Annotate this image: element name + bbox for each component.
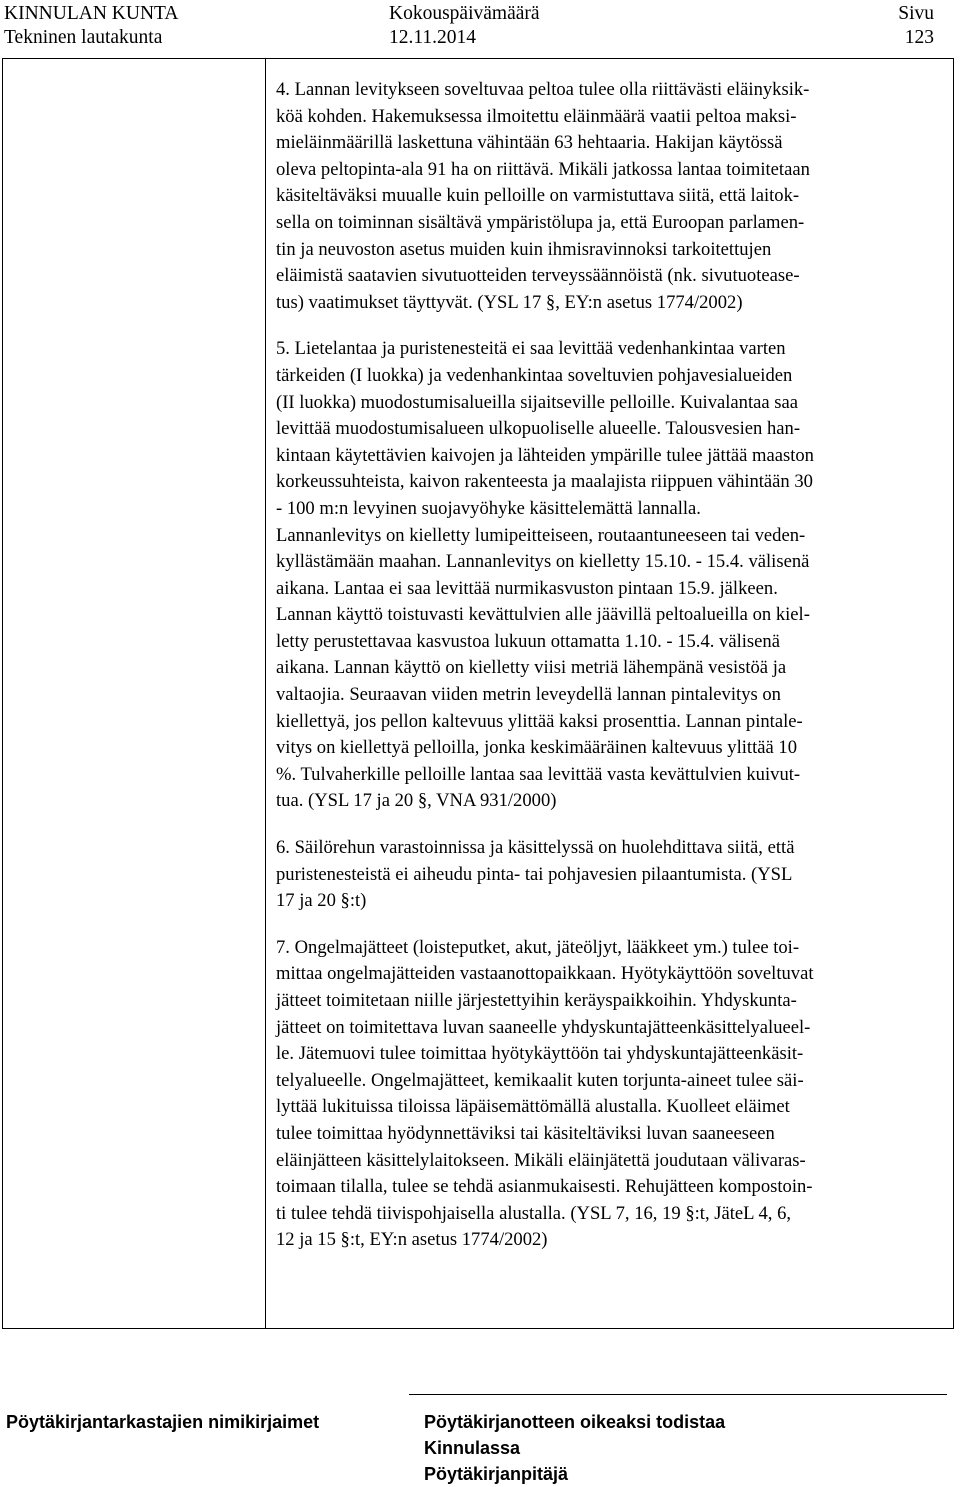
certification-label: Pöytäkirjanotteen oikeaksi todistaa <box>424 1412 726 1432</box>
footer-left <box>6 1409 319 1435</box>
footer-right <box>424 1409 725 1487</box>
page-number: 123 <box>904 27 934 48</box>
meeting-date: 12.11.2014 <box>389 27 477 48</box>
minutes-keeper-label: Pöytäkirjanpitäjä <box>424 1464 569 1484</box>
page-label: Sivu <box>898 3 934 24</box>
organization-name: KINNULAN KUNTA <box>4 3 179 24</box>
body-text <box>276 77 942 1274</box>
certification-place: Kinnulassa <box>424 1438 521 1458</box>
inspectors-initials-label: Pöytäkirjantarkastajien nimikirjaimet <box>6 1412 320 1432</box>
date-label: Kokouspäivämäärä <box>389 3 540 24</box>
paragraph-5: 5. Lietelantaa ja puristenesteitä ei saa levittää vedenhankintaa varten tärkeiden (I luokka) ja vedenhankintaa soveltuvien pohjavesialueiden (II luokka) muodostumisalueilla sijaitseville pelloille. Kuivalantaa saa levittää muodostumisalueen ulkopuoliselle alueelle. Talousvesien han- kintaan käytettävien kaivojen ja lähteiden ympärille tulee jättää maaston korkeussuhteista, kaivon rakenteesta ja maalajista riippuen vähintään 30 - 100 m:n levyinen suojavyöhyke käsittelemättä lannalla. Lannanlevitys on kielletty lumipeitteiseen, routaantuneeseen tai veden- kyllästämään maahan. Lannanlevitys on kielletty 15.10. - 15.4. välisenä aikana. Lantaa ei saa levittää nurmikasvuston pintaan 15.9. jälkeen. Lannan käyttö toistuvasti kevättulvien alle jäävillä peltoalueilla on kiel- letty perustettavaa kasvustoa lukuun ottamatta 1.10. - 15.4. välisenä aikana. Lannan käyttö on kielletty viisi metriä lähempänä vesistöä ja valtaojia. Seuraavan viiden metrin leveydellä lannan pintalevitys on kiellettyä, jos pellon kaltevuus ylittää kaksi prosenttia. Lannan pintale- vitys on kiellettyä pelloilla, jonka keskimääräinen kaltevuus ylittää 10 %. Tulvaherkille pelloille lantaa saa levittää vasta kevättulvien kuivut- tua. (YSL 17 ja 20 §, VNA 931/2000) <box>276 338 814 812</box>
paragraph-6: 6. Säilörehun varastoinnissa ja käsittelyssä on huolehdittava siitä, että puristenesteistä ei aiheudu pinta- tai pohjavesien pilaantumista. (YSL 17 ja 20 §:t) <box>276 837 795 912</box>
column-divider <box>265 59 266 1328</box>
paragraph-7: 7. Ongelmajätteet (loisteputket, akut, jäteöljyt, lääkkeet ym.) tulee toi- mittaa ongelmajätteiden vastaanottopaikkaan. Hyötykäyttöön soveltuvat jätteet toimitetaan niille järjestettyihin keräyspaikkoihin. Yhdyskunta- jätteet on toimitettava luvan saaneelle yhdyskuntajätteenkäsittelyalueel- le. Jätemuovi tulee toimittaa hyötykäyttöön tai yhdyskuntajätteenkäsit- telyalueelle. Ongelmajätteet, kemikaalit kuten torjunta-aineet tulee säi- lyttää lukituissa tiloissa läpäisemättömällä alustalla. Kuolleet eläimet tulee toimittaa hyödynnettäviksi tai käsiteltäviksi luvan saaneeseen eläinjätteen käsittelylaitokseen. Mikäli eläinjätettä joudutaan välivaras- toimaan tilalla, tulee se tehdä asianmukaisesti. Rehujätteen kompostoin- ti tulee tehdä tiivispohjaisella alustalla. (YSL 7, 16, 19 §:t, JäteL 4, 6, 12 ja 15 §:t, EY:n asetus 1774/2002) <box>276 936 814 1251</box>
footer-signature-line <box>409 1394 947 1395</box>
committee-name: Tekninen lautakunta <box>4 27 163 48</box>
header-org-block <box>4 2 178 50</box>
header-page-block <box>898 2 934 50</box>
paragraph-4: 4. Lannan levitykseen soveltuvaa peltoa tulee olla riittävästi eläinyksik- köä kohden. Hakemuksessa ilmoitettu eläinmäärä vaatii peltoa maksi- mieläinmäärillä laskettuna vähintään 63 hehtaaria. Hakijan käytössä oleva peltopinta-ala 91 ha on riittävä. Mikäli jatkossa lantaa toimitetaan käsiteltäväksi muualle kuin pelloille on varmistuttava siitä, että laitok- sella on toiminnan sisältävä ympäristölupa ja, että Euroopan parlamen- tin ja neuvoston asetus muiden kuin ihmisravinnoksi tarkoitettujen eläimistä saatavien sivutuotteiden terveyssäännöistä (nk. sivutuotease- tus) vaatimukset täyttyvät. (YSL 17 §, EY:n asetus 1774/2002) <box>276 79 810 313</box>
header-date-block <box>389 2 540 50</box>
